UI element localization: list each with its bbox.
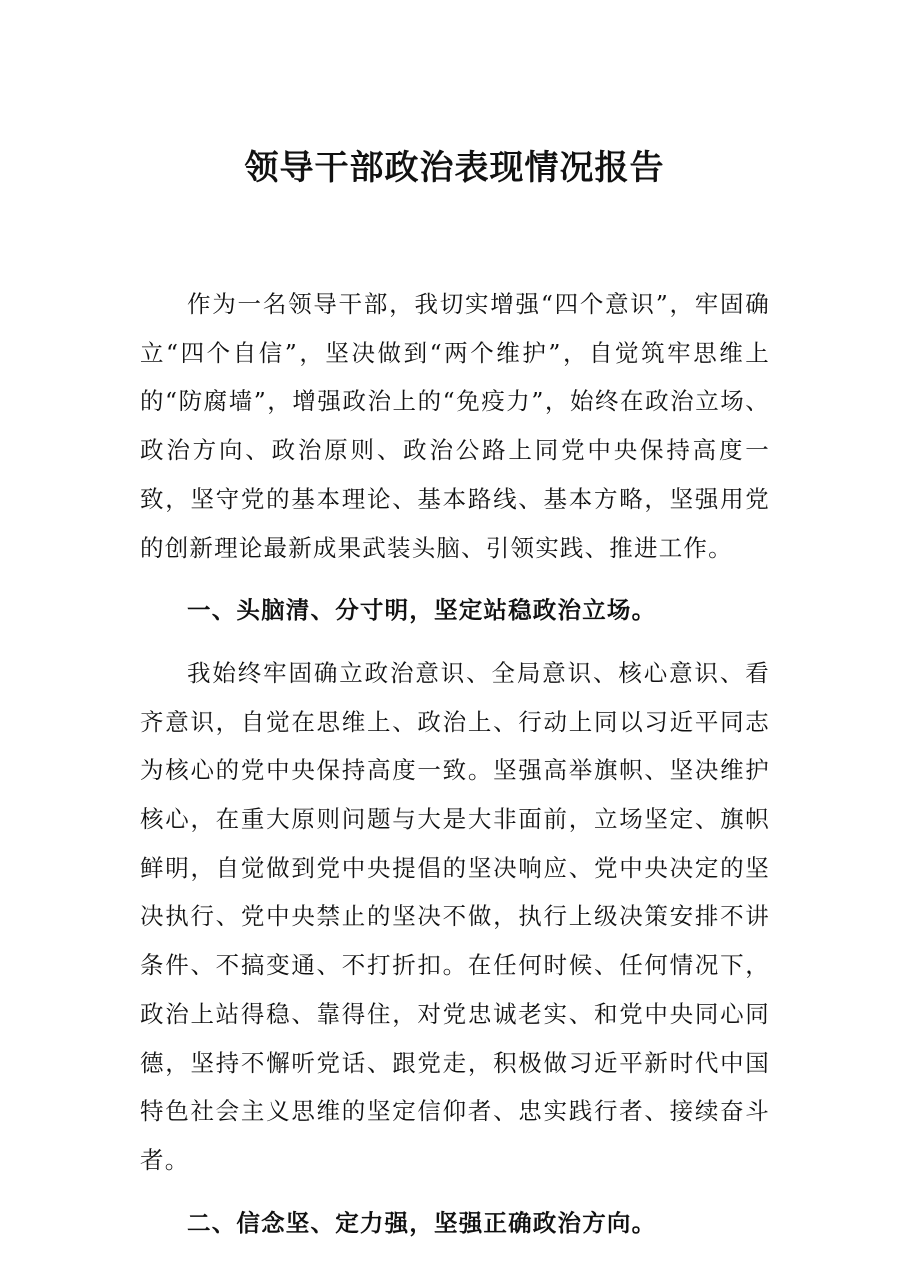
document-body <box>140 280 770 1261</box>
paragraph-section-1: 我始终牢固确立政治意识、全局意识、核心意识、看齐意识，自觉在思维上、政治上、行动上同以习近平同志为核心的党中央保持高度一致。坚强高举旗帜、坚决维护核心，在重大原则问题与大是大非面前，立场坚定、旗帜鲜明，自觉做到党中央提倡的坚决响应、党中央决定的坚决执行、党中央禁止的坚决不做，执行上级决策安排不讲条件、不搞变通、不打折扣。在任何时候、任何情况下，政治上站得稳、靠得住，对党忠诚老实、和党中央同心同德，坚持不懈听党话、跟党走，积极做习近平新时代中国特色社会主义思维的坚定信仰者、忠实践行者、接续奋斗者。 <box>140 658 770 1174</box>
section-heading-2: 二、信念坚、定力强，坚强正确政治方向。 <box>187 1208 657 1237</box>
paragraph-intro: 作为一名领导干部，我切实增强“四个意识”，牢固确立“四个自信”，坚决做到“两个维护”，自觉筑牢思维上的“防腐墙”，增强政治上的“免疫力”，始终在政治立场、政治方向、政治原则、政治公路上同党中央保持高度一致，坚守党的基本理论、基本路线、基本方略，坚强用党的创新理论最新成果武装头脑、引领实践、推进工作。 <box>140 290 770 562</box>
section-heading-1: 一、头脑清、分寸明，坚定站稳政治立场。 <box>187 596 657 625</box>
document-title: 领导干部政治表现情况报告 <box>244 148 665 188</box>
